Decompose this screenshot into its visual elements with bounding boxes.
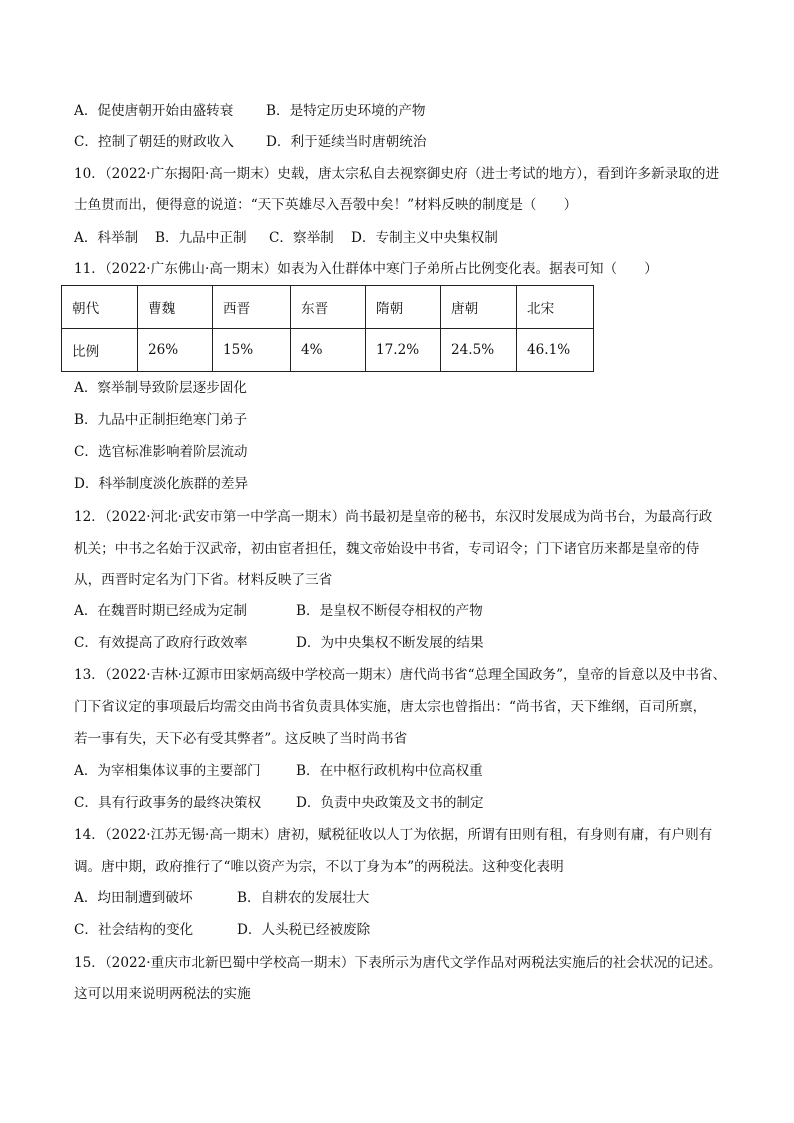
table-header-cell: 朝代 — [62, 286, 138, 329]
q12-option-c: C．有效提高了政府行政效率 — [74, 635, 248, 651]
q9-option-b: B．是特定历史环境的产物 — [266, 103, 426, 119]
q12-stem-line-3: 从，西晋时定名为门下省。材料反映了三省 — [74, 572, 333, 588]
q13-option-b: B．在中枢行政机构中位高权重 — [296, 763, 483, 779]
q10-stem-line-1: 10．（2022·广东揭阳·高一期末）史载，唐太宗私自去视察御史府（进士考试的地方），看到许多新录取的进 — [74, 166, 720, 182]
q12-stem-line-2: 机关；中书之名始于汉武帝，初由宦者担任，魏文帝始设中书省，专司诏令；门下诸官历来都是皇帝的侍 — [74, 541, 700, 557]
q9-option-a: A．促使唐朝开始由盛转衰 — [74, 103, 234, 119]
table-cell: 比例 — [62, 329, 138, 372]
table-row — [62, 329, 594, 372]
q14-option-a: A．均田制遭到破坏 — [74, 890, 193, 906]
q14-stem-line-1: 14．（2022·江苏无锡·高一期末）唐初，赋税征收以人丁为依据，所谓有田则有租，有身则有庸，有户则有 — [74, 827, 713, 843]
q13-stem-line-2: 门下省议定的事项最后均需交由尚书省负责具体实施，唐太宗也曾指出：“尚书省，天下维纲，百司所禀， — [74, 699, 707, 715]
q10-options-row — [74, 229, 498, 247]
table-cell: 46.1% — [517, 329, 594, 372]
q13-options-row-1 — [74, 762, 483, 780]
q14-option-c: C．社会结构的变化 — [74, 922, 194, 938]
q11-option-c: C．选官标准影响着阶层流动 — [74, 444, 248, 460]
q13-option-c: C．具有行政事务的最终决策权 — [74, 795, 262, 811]
q9-options-row-2 — [74, 133, 426, 151]
q12-stem-line-1: 12．（2022·河北·武安市第一中学高一期末）尚书最初是皇帝的秘书，东汉时发展成为尚书台，为最高行政 — [74, 509, 713, 525]
q10-stem-line-2: 士鱼贯而出，便得意的说道：“天下英雄尽入吾彀中矣！”材料反映的制度是（ ） — [74, 197, 578, 213]
q13-stem-line-1: 13．（2022·吉林·辽源市田家炳高级中学校高一期末）唐代尚书省“总理全国政务”，皇帝的旨意以及中书省、 — [74, 667, 727, 683]
q14-option-b: B．自耕农的发展壮大 — [237, 890, 370, 906]
q10-option-b: B．九品中正制 — [155, 230, 247, 246]
q12-option-d: D．为中央集权不断发展的结果 — [296, 635, 484, 651]
q12-option-a: A．在魏晋时期已经成为定制 — [74, 603, 247, 619]
table-cell: 17.2% — [366, 329, 441, 372]
table-cell: 26% — [138, 329, 213, 372]
q9-option-c: C．控制了朝廷的财政收入 — [74, 134, 234, 150]
q9-options-row-1 — [74, 102, 426, 120]
table-cell: 4% — [291, 329, 366, 372]
q10-option-a: A．科举制 — [74, 230, 139, 246]
q14-stem-line-2: 调。唐中期，政府推行了“唯以资产为宗，不以丁身为本”的两税法。这种变化表明 — [74, 859, 564, 875]
q12-options-row-1 — [74, 602, 483, 620]
q11-stem-line-1: 11．（2022·广东佛山·高一期末）如表为入仕群体中寒门子弟所占比例变化表。据表可知（ ） — [74, 261, 658, 277]
table-header-cell: 隋朝 — [366, 286, 441, 329]
table-header-cell: 曹魏 — [138, 286, 213, 329]
q15-stem-line-2: 这可以用来说明两税法的实施 — [74, 986, 251, 1002]
q11-option-d: D．科举制度淡化族群的差异 — [74, 476, 249, 492]
table-header-cell: 北宋 — [517, 286, 594, 329]
q11-option-a: A．察举制导致阶层逐步固化 — [74, 380, 247, 396]
q14-options-row-1 — [74, 889, 369, 907]
q15-stem-line-1: 15．（2022·重庆市北新巴蜀中学校高一期末）下表所示为唐代文学作品对两税法实施后的社会状况的记述。 — [74, 955, 722, 971]
q10-option-d: D．专制主义中央集权制 — [351, 230, 498, 246]
q12-options-row-2 — [74, 634, 484, 652]
table-header-cell: 西晋 — [213, 286, 291, 329]
q10-option-c: C．察举制 — [269, 230, 334, 246]
table-cell: 24.5% — [441, 329, 517, 372]
q13-stem-line-3: 若一事有失，天下必有受其弊者”。这反映了当时尚书省 — [74, 731, 408, 747]
q11-option-b: B．九品中正制拒绝寒门弟子 — [74, 412, 248, 428]
q13-option-d: D．负责中央政策及文书的制定 — [296, 795, 484, 811]
q13-options-row-2 — [74, 794, 484, 812]
table-header-cell: 唐朝 — [441, 286, 517, 329]
q11-ratio-table — [61, 285, 594, 372]
q12-option-b: B．是皇权不断侵夺相权的产物 — [296, 603, 483, 619]
table-cell: 15% — [213, 329, 291, 372]
q9-option-d: D．利于延续当时唐朝统治 — [266, 134, 427, 150]
q14-option-d: D．人头税已经被废除 — [237, 922, 371, 938]
q14-options-row-2 — [74, 921, 370, 939]
table-row — [62, 286, 594, 329]
q13-option-a: A．为宰相集体议事的主要部门 — [74, 763, 261, 779]
table-header-cell: 东晋 — [291, 286, 366, 329]
